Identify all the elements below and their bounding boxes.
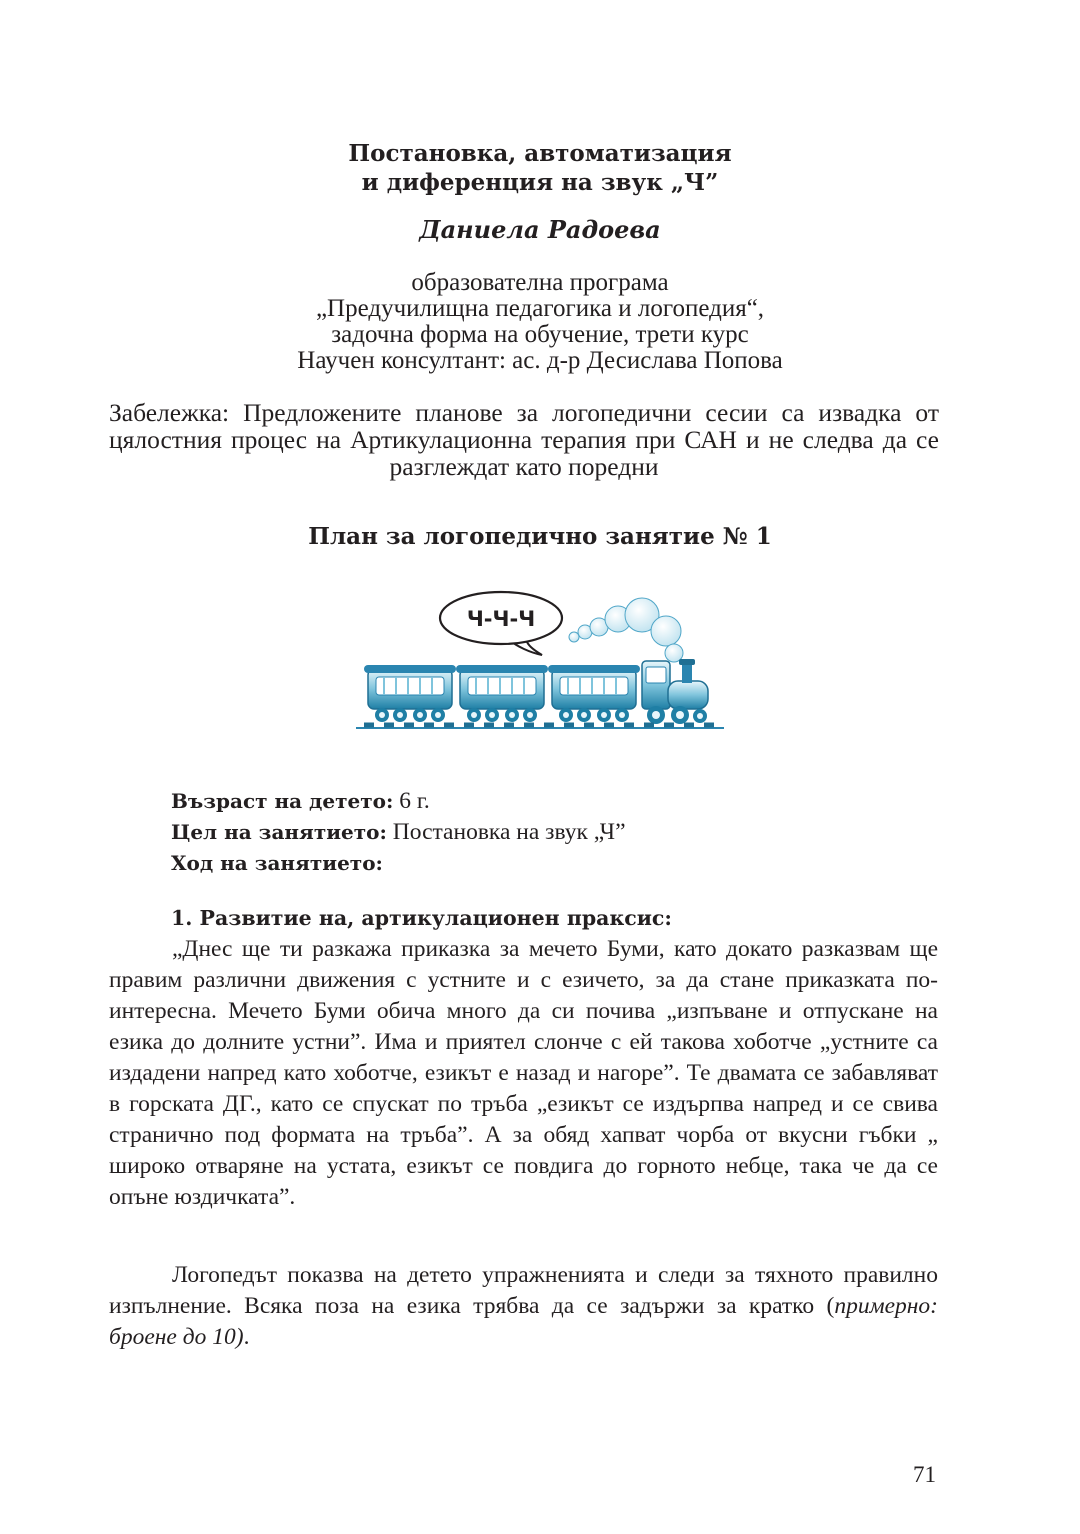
paragraph-1: „Днес ще ти разкажа приказка за мечето Буми, като докато разказвам ще правим различни движения с устните и с езичето, за да стане приказката по-интересна. Мечето Буми обича много да си почива „изпъване и отпускане на езика до долните устни”. Има и приятел слонче с ей такова хоботче „устните са издадени напред като хоботче, езикът е назад и нагоре”. Те двамата се забавляват в горската ДГ., като се спускат по тръба „езикът се издърпва напред и се свива странично под формата на тръба”. А за обяд хапват чорба от вкусни гъбки „ широко отваряне на устата, езикът се повдига до горното небце, така че да се опъне юздичката”. bbox=[109, 936, 938, 1210]
lesson-info bbox=[171, 786, 931, 879]
consultant-line: Научен консултант: ас. д-р Десислава Попова bbox=[297, 347, 783, 374]
page-number: 71 bbox=[913, 1462, 936, 1487]
paragraph-2-end: . bbox=[243, 1324, 250, 1350]
age-row bbox=[171, 786, 931, 817]
railway-track bbox=[356, 725, 724, 728]
program-line-3: задочна форма на обучение, трети курс bbox=[331, 321, 749, 348]
author-name: Даниела Радоева bbox=[419, 215, 661, 244]
paragraph-2 bbox=[109, 1260, 938, 1353]
wagon-1 bbox=[364, 665, 456, 722]
smoke-puffs bbox=[569, 598, 683, 662]
goal-label: Цел на занятието: bbox=[171, 820, 387, 844]
program-line-1: образователна програма bbox=[411, 269, 669, 296]
locomotive bbox=[642, 659, 708, 724]
train-icon bbox=[356, 585, 724, 737]
age-label: Възраст на детето: bbox=[171, 789, 394, 813]
speech-bubble-text: Ч-Ч-Ч bbox=[466, 607, 536, 631]
note-paragraph: Забележка: Предложените планове за логопедични сесии са извадка от цялостния процес на Артикулационна терапия при САН и не следва да се разглеждат като поредни bbox=[109, 398, 939, 481]
plan-heading: План за логопедично занятие № 1 bbox=[308, 523, 772, 550]
speech-bubble bbox=[440, 592, 562, 655]
goal-value: Постановка на звук „Ч” bbox=[392, 819, 626, 845]
age-value: 6 г. bbox=[399, 788, 430, 814]
paragraph-2-text: Логопедът показва на детето упражненията и следи за тяхното правилно изпълнение. Всяка поза на езика трябва да се задържи за кратко ( bbox=[109, 1262, 938, 1319]
train-illustration bbox=[356, 585, 724, 737]
program-line-2: „Предучилищна педагогика и логопедия“, bbox=[315, 295, 765, 322]
progress-label: Ход на занятието: bbox=[171, 851, 383, 875]
goal-row bbox=[171, 817, 931, 848]
wagon-3 bbox=[548, 665, 640, 722]
progress-row bbox=[171, 848, 931, 879]
paragraph-2-italic: примерно: броене до 10) bbox=[109, 1293, 938, 1350]
title bbox=[0, 139, 1080, 197]
program-info bbox=[0, 270, 1080, 374]
title-line-2: и диференция на звук „Ч” bbox=[361, 169, 719, 196]
title-line-1: Постановка, автоматизация bbox=[348, 140, 732, 167]
section-heading: 1. Развитие на, артикулационен праксис: bbox=[171, 906, 672, 930]
wagon-2 bbox=[456, 665, 548, 722]
